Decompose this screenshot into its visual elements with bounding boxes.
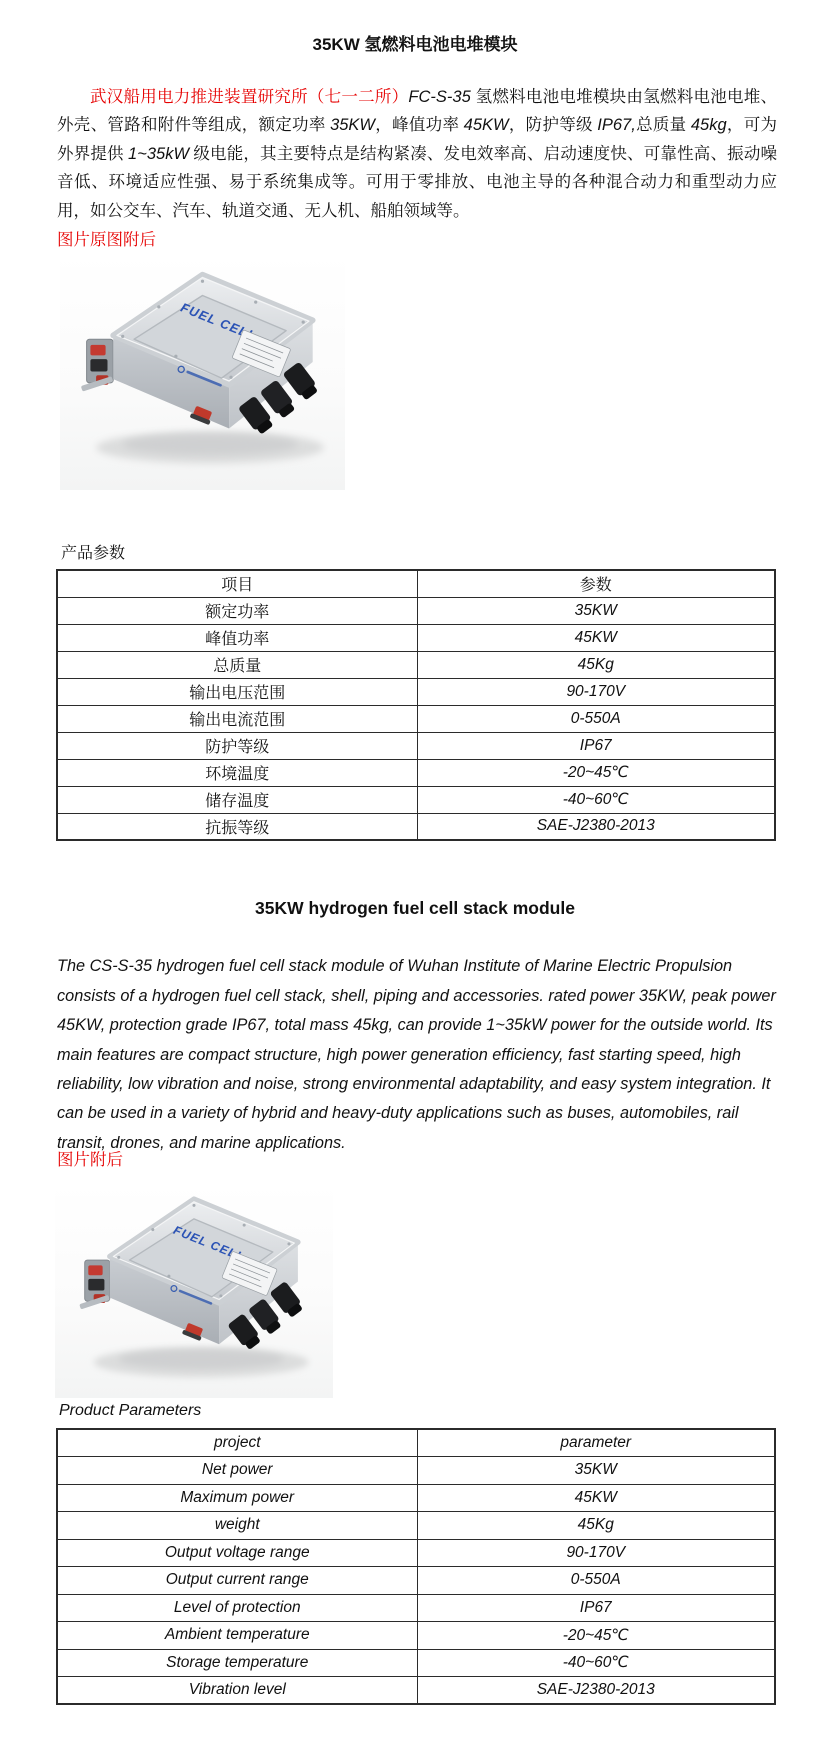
param-value: SAE-J2380-2013 bbox=[417, 1677, 775, 1705]
text-segment: ，可为外界提供 bbox=[57, 115, 778, 163]
table-row bbox=[57, 651, 775, 678]
param-value: 90-170V bbox=[417, 1539, 775, 1567]
text-segment: 45kg bbox=[690, 116, 727, 135]
table-row bbox=[57, 1622, 775, 1650]
parameters-table-en bbox=[56, 1428, 776, 1705]
param-name: Vibration level bbox=[57, 1677, 417, 1705]
header-cell: project bbox=[57, 1429, 417, 1457]
param-name: 总质量 bbox=[57, 651, 417, 678]
param-name: 抗振等级 bbox=[57, 813, 417, 840]
text-segment: ，峰值功率 bbox=[375, 115, 464, 135]
header-cell: parameter bbox=[417, 1429, 775, 1457]
table-row bbox=[57, 678, 775, 705]
text-segment: 级电能，其主要特点是结构紧凑、发电效率高、启动速度快、可靠性高、振动噪音低、环境适应性强、易于系统集成等。可用于零排放、电池主导的各种混合动力和重型动力应用，如公交车、汽车、轨道交通、无人机、船舶领域等。 bbox=[57, 143, 777, 220]
param-name: Level of protection bbox=[57, 1594, 417, 1622]
table-row bbox=[57, 759, 775, 786]
table-row bbox=[57, 1649, 775, 1677]
param-value: -20~45℃ bbox=[417, 759, 775, 786]
table-row bbox=[57, 1677, 775, 1705]
table-row bbox=[57, 813, 775, 840]
param-value: 0-550A bbox=[417, 705, 775, 732]
table-label-cn: 产品参数 bbox=[61, 545, 126, 562]
page-title-en: 35KW hydrogen fuel cell stack module bbox=[255, 898, 575, 918]
param-value: 45KW bbox=[417, 624, 775, 651]
table-row bbox=[57, 1567, 775, 1595]
param-value: 45KW bbox=[417, 1484, 775, 1512]
table-row bbox=[57, 786, 775, 813]
parameters-table-cn bbox=[56, 569, 776, 841]
page-title-cn: 35KW 氢燃料电池电堆模块 bbox=[312, 35, 518, 54]
intro-paragraph-cn bbox=[57, 83, 777, 226]
param-name: 峰值功率 bbox=[57, 624, 417, 651]
param-name: weight bbox=[57, 1512, 417, 1540]
param-value: IP67 bbox=[417, 732, 775, 759]
param-value: 45Kg bbox=[417, 1512, 775, 1540]
text-segment: IP67, bbox=[597, 116, 636, 135]
table-row bbox=[57, 1457, 775, 1485]
table-row bbox=[57, 732, 775, 759]
param-value: 90-170V bbox=[417, 678, 775, 705]
param-name: 输出电压范围 bbox=[57, 678, 417, 705]
param-name: 防护等级 bbox=[57, 732, 417, 759]
param-value: SAE-J2380-2013 bbox=[417, 813, 775, 840]
table-row bbox=[57, 1594, 775, 1622]
text-segment: 45KW bbox=[463, 116, 509, 135]
param-name: 储存温度 bbox=[57, 786, 417, 813]
intro-paragraph-en: The CS-S-35 hydrogen fuel cell stack module of Wuhan Institute of Marine Electric Propulsion consists of a hydrogen fuel cell stack, shell, piping and accessories. rated power 35KW, peak power 45KW, protection grade IP67, total mass 45kg, can provide 1~35kW power for the outside world. Its main features are compact structure, high power generation efficiency, fast starting speed, high reliability, low vibration and noise, strong environmental adaptability, and easy system integration. It can be used in a variety of hybrid and heavy-duty applications such as buses, automobiles, rail transit, drones, and marine applications. bbox=[57, 957, 776, 1152]
fuel-cell-box-image bbox=[55, 1183, 333, 1398]
text-segment: 总质量 bbox=[635, 115, 691, 135]
fuel-cell-box-image bbox=[60, 253, 345, 490]
param-value: 35KW bbox=[417, 597, 775, 624]
param-name: 额定功率 bbox=[57, 597, 417, 624]
param-value: -40~60℃ bbox=[417, 1649, 775, 1677]
text-segment: 35KW bbox=[330, 116, 375, 135]
param-name: Net power bbox=[57, 1457, 417, 1485]
param-value: 35KW bbox=[417, 1457, 775, 1485]
param-name: Output voltage range bbox=[57, 1539, 417, 1567]
param-name: Ambient temperature bbox=[57, 1622, 417, 1650]
text-segment: 氢燃料电池电堆模块由氢燃料电池电堆、外壳、管路和附件等组成，额定功率 bbox=[57, 86, 778, 135]
product-photo-attached bbox=[55, 1183, 333, 1398]
param-name: 环境温度 bbox=[57, 759, 417, 786]
table-row bbox=[57, 1512, 775, 1540]
photo-note-en: 图片附后 bbox=[57, 1150, 123, 1169]
text-segment: ，防护等级 bbox=[508, 115, 598, 135]
table-row bbox=[57, 705, 775, 732]
table-header-row bbox=[57, 1429, 775, 1457]
text-segment: 武汉船用电力推进装置研究所（七一二所） bbox=[90, 86, 409, 106]
param-value: 0-550A bbox=[417, 1567, 775, 1595]
photo-note-cn: 图片原图附后 bbox=[57, 230, 156, 249]
param-name: Output current range bbox=[57, 1567, 417, 1595]
text-segment: FC-S-35 bbox=[408, 87, 476, 106]
param-name: Maximum power bbox=[57, 1484, 417, 1512]
table-row bbox=[57, 624, 775, 651]
product-photo-original bbox=[60, 253, 345, 490]
text-segment: 1~35kW bbox=[128, 144, 190, 163]
header-cell: 参数 bbox=[417, 570, 775, 597]
header-cell: 项目 bbox=[57, 570, 417, 597]
param-value: 45Kg bbox=[417, 651, 775, 678]
table-row bbox=[57, 597, 775, 624]
param-value: IP67 bbox=[417, 1594, 775, 1622]
table-header-row bbox=[57, 570, 775, 597]
param-value: -20~45℃ bbox=[417, 1622, 775, 1650]
param-name: 输出电流范围 bbox=[57, 705, 417, 732]
table-row bbox=[57, 1484, 775, 1512]
table-label-en: Product Parameters bbox=[59, 1402, 202, 1419]
table-row bbox=[57, 1539, 775, 1567]
param-value: -40~60℃ bbox=[417, 786, 775, 813]
param-name: Storage temperature bbox=[57, 1649, 417, 1677]
